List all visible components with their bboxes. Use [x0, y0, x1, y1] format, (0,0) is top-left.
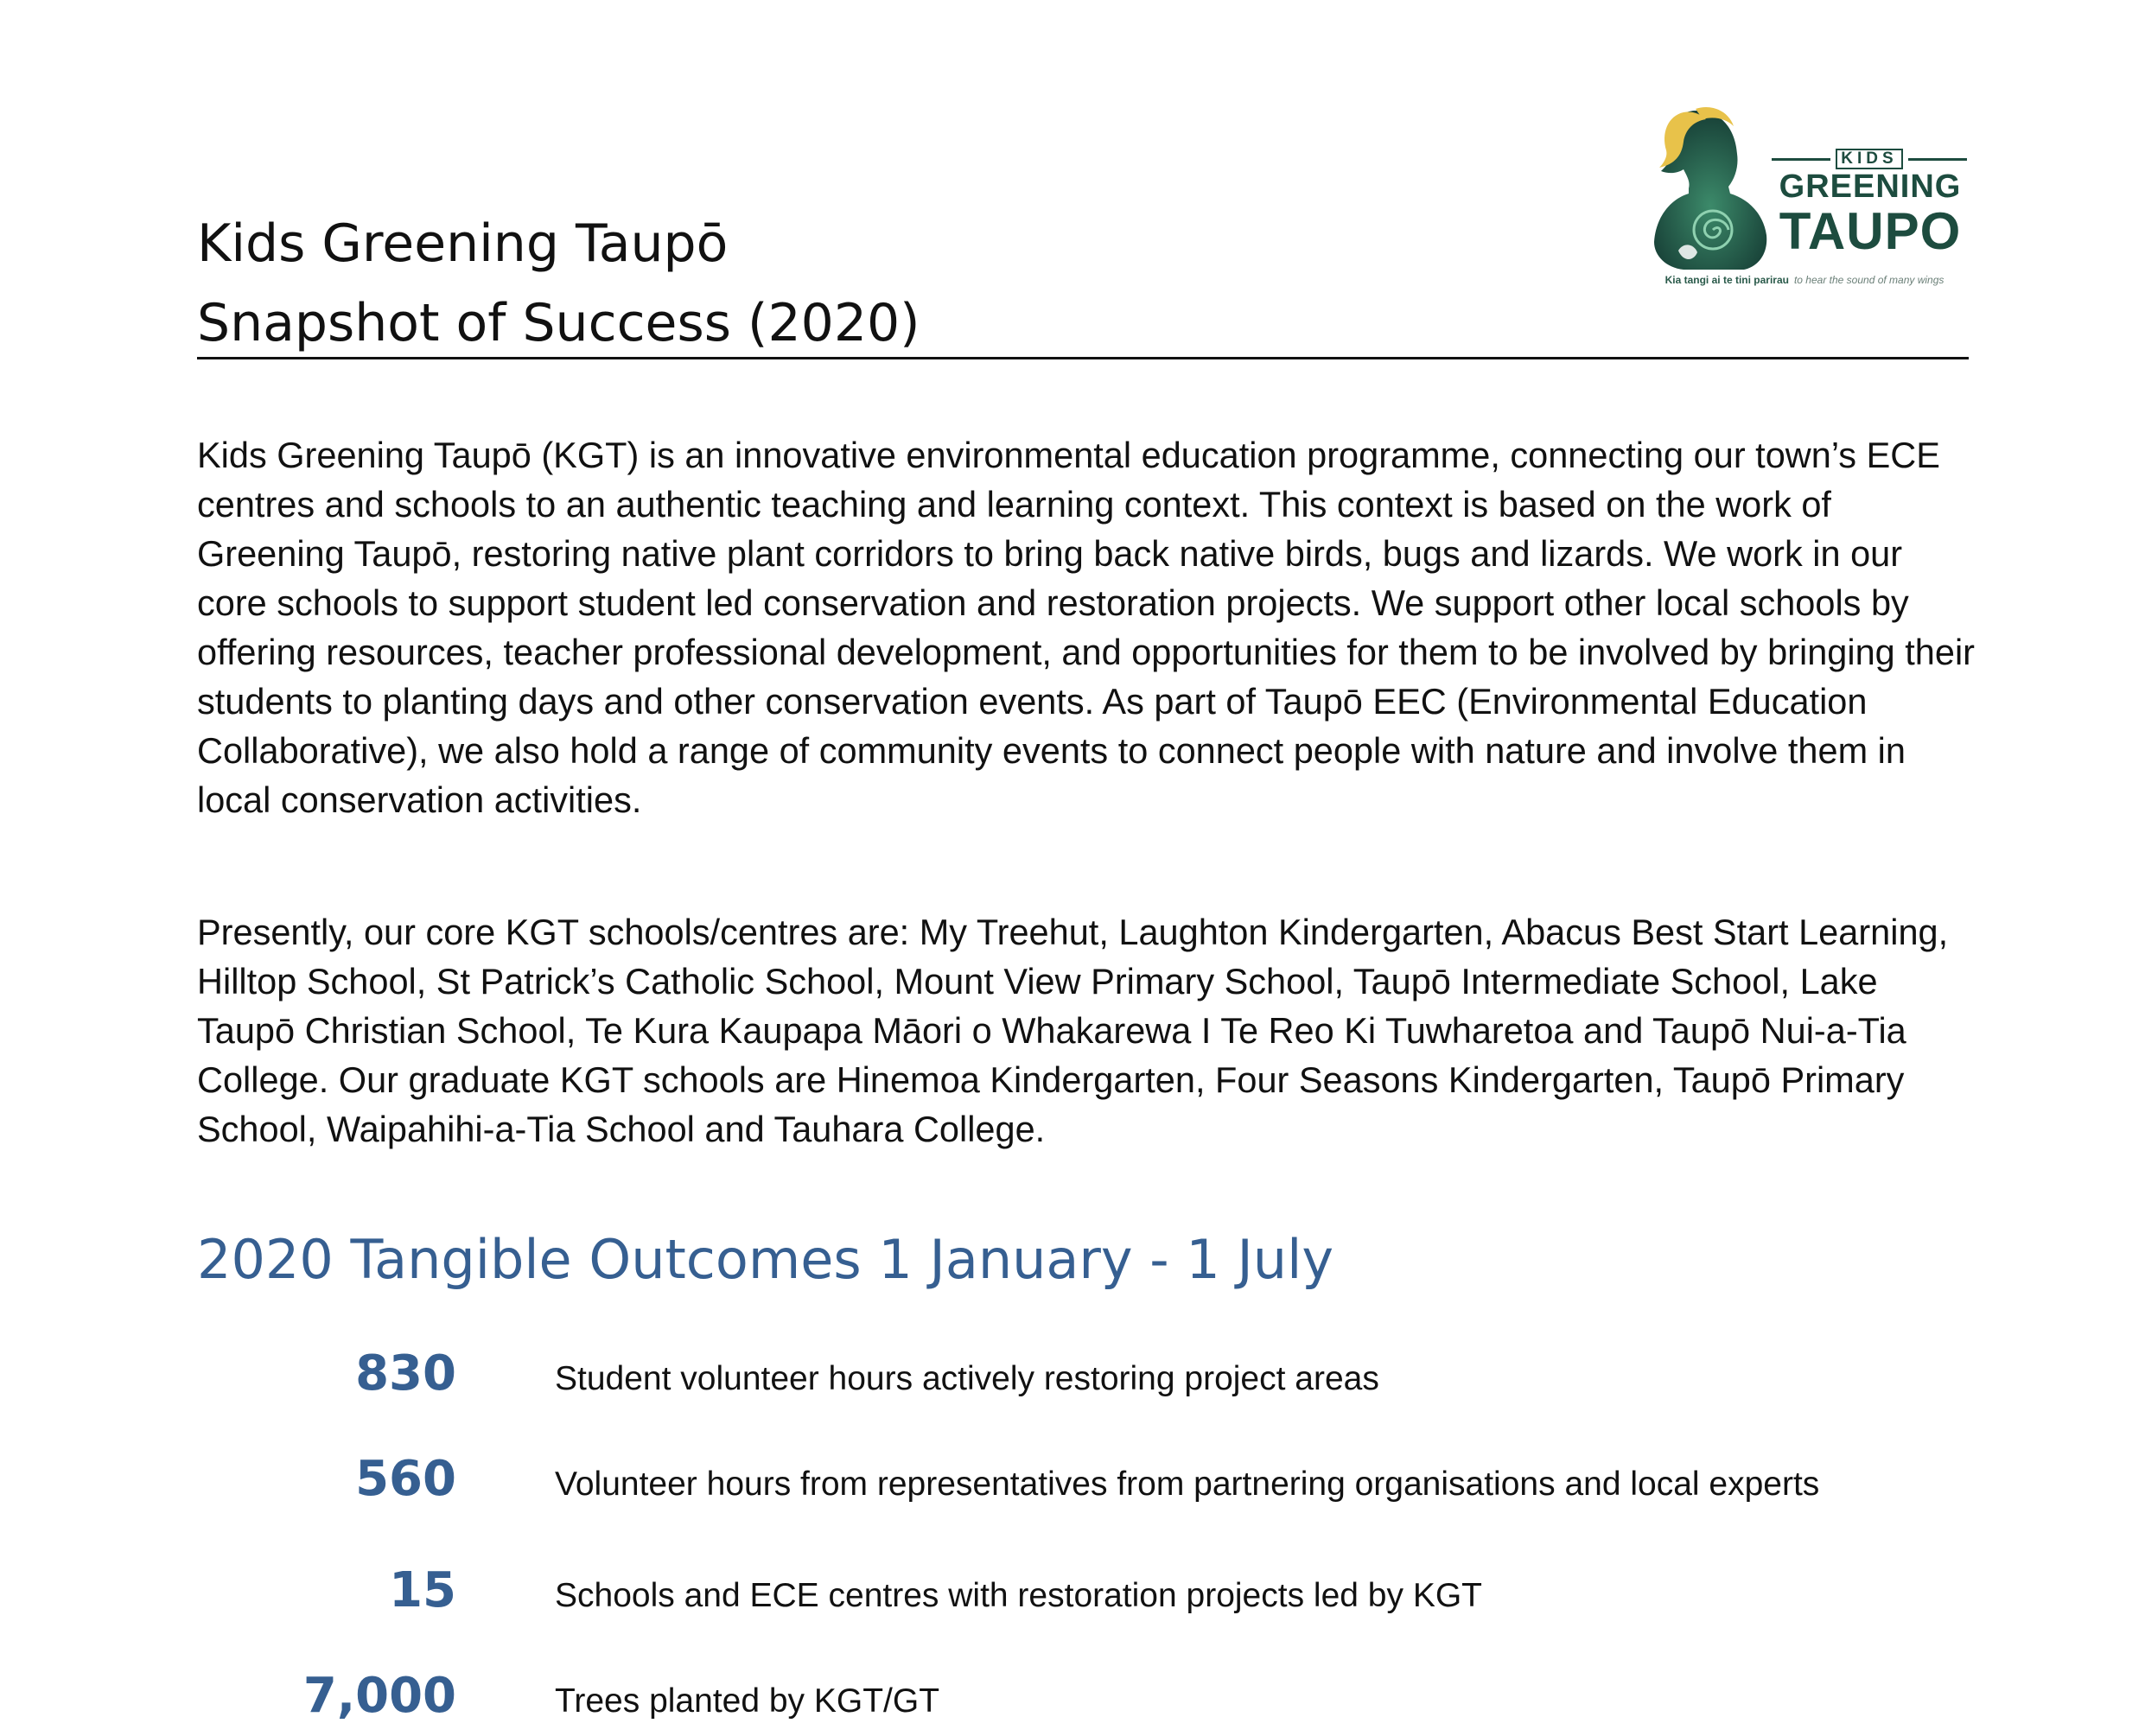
- outcome-label: Trees planted by KGT/GT: [555, 1682, 940, 1720]
- logo-taupo-text: TAUPO: [1779, 202, 1962, 260]
- portrait-emblem-icon: [1649, 104, 1770, 273]
- outcome-item: [0, 1339, 2145, 1409]
- outcome-item: [0, 1662, 2145, 1731]
- outcome-item: [0, 1556, 2145, 1625]
- title-line-2: Snapshot of Success (2020): [197, 293, 920, 353]
- schools-paragraph: Presently, our core KGT schools/centres are: My Treehut, Laughton Kindergarten, Abacus Best Start Learning, Hilltop School, St Patrick’s Catholic School, Mount View Primary School, Taupō Intermediate School, Lake Taupō Christian School, Te Kura Kaupapa Māori o Whakarewa I Te Reo Ki Tuwharetoa and Taupō Nui-a-Tia College. Our graduate KGT schools are Hinemoa Kindergarten, Four Seasons Kindergarten, Taupō Primary School, Waipahihi-a-Tia School and Tauhara College.: [197, 912, 1949, 1149]
- outcome-value: 7,000: [302, 1668, 456, 1724]
- outcome-value: 830: [355, 1345, 456, 1402]
- outcome-label: Volunteer hours from representatives from partnering organisations and local experts: [555, 1466, 1820, 1503]
- tagline-maori: Kia tangi ai te tini parirau: [1664, 274, 1789, 286]
- kids-line-right: [1908, 158, 1967, 161]
- document-title: [197, 204, 1753, 363]
- title-line-1: Kids Greening Taupō: [197, 213, 729, 274]
- intro-paragraph: Kids Greening Taupō (KGT) is an innovative environmental education programme, connecting our town’s ECE centres and schools to an authentic teaching and learning context. This context is based on the work of Greening Taupō, restoring native plant corridors to bring back native birds, bugs and lizards. We work in our core schools to support student led conservation and restoration projects. We support other local schools by offering resources, teacher professional development, and opportunities for them to be involved by bringing their students to planting days and other conservation events. As part of Taupō EEC (Environmental Education Collaborative), we also hold a range of community events to connect people with nature and involve them in local conservation activities.: [197, 435, 1976, 820]
- outcome-value: 15: [389, 1562, 456, 1618]
- logo-tagline: [1640, 273, 1969, 287]
- logo-kids-text: KIDS: [1836, 149, 1902, 169]
- kids-greening-taupo-logo: [1640, 97, 1969, 292]
- title-divider: [197, 357, 1969, 359]
- outcome-item: [0, 1445, 2145, 1514]
- outcome-value: 560: [355, 1451, 456, 1507]
- tagline-english: to hear the sound of many wings: [1793, 274, 1945, 286]
- outcome-label: Schools and ECE centres with restoration projects led by KGT: [555, 1577, 1482, 1614]
- outcomes-heading: 2020 Tangible Outcomes 1 January - 1 July: [197, 1228, 1334, 1291]
- logo-greening-text: GREENING: [1779, 169, 1962, 205]
- kids-banner: [1772, 149, 1967, 169]
- outcome-label: Student volunteer hours actively restoring project areas: [555, 1360, 1379, 1397]
- kids-line-left: [1772, 158, 1830, 161]
